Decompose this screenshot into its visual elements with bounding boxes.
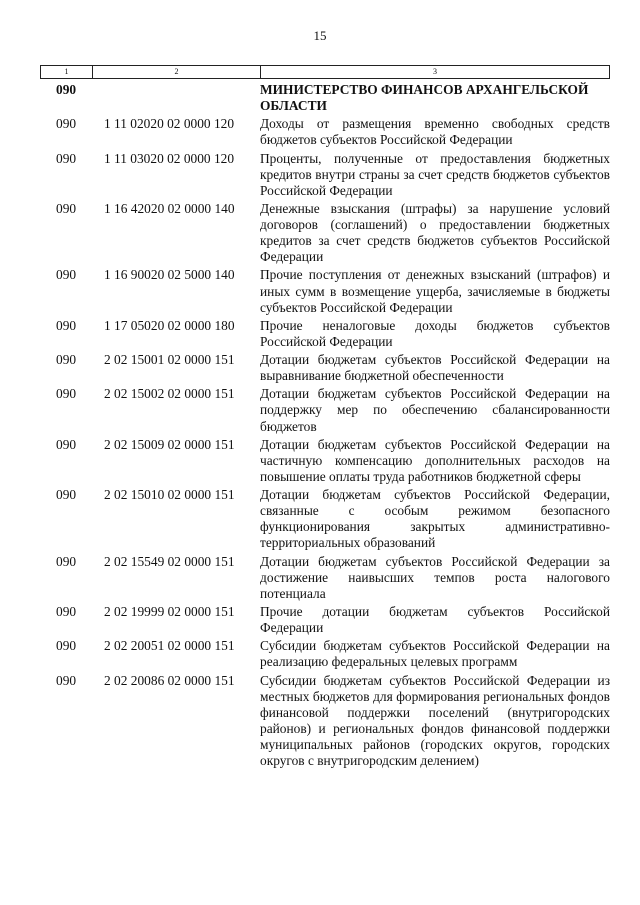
row-description: Проценты, полученные от предоставления бюджетных кредитов внутри страны за счет средств бюджетов субъектов Российской Федерации [260,150,610,198]
admin-code: 090 [56,603,77,619]
row-description: Прочие неналоговые доходы бюджетов субъектов Российской Федерации [260,317,610,349]
row-description: Дотации бюджетам субъектов Российской Федерации на поддержку мер по обеспечению сбалансированности бюджетов [260,386,610,434]
table-row [40,151,610,199]
row-description: Прочие дотации бюджетам субъектов Российской Федерации [260,603,610,636]
row-description: Денежные взыскания (штрафы) за нарушение условий договоров (соглашений) о предоставлении бюджетных кредитов за счет средств бюджетов субъектов Российской Федерации [260,200,610,265]
row-description: Доходы от размещения временно свободных средств бюджетов субъектов Российской Федерации [260,116,610,148]
admin-code: 090 [56,82,77,97]
budget-code [92,82,260,114]
budget-code: 2 02 19999 02 0000 151 [104,603,235,619]
row-description: Субсидии бюджетам субъектов Российской Федерации на реализацию федеральных целевых программ [260,638,610,670]
admin-code: 090 [56,386,77,402]
row-description: Дотации бюджетам субъектов Российской Федерации на выравнивание бюджетной обеспеченности [260,352,610,384]
table-row [40,386,610,434]
table-row [40,437,610,485]
budget-code: 2 02 15002 02 0000 151 [104,386,235,402]
column-header-2: 2 [93,66,261,79]
row-description: Дотации бюджетам субъектов Российской Федерации на частичную компенсацию дополнительных расходов на повышение оплаты труда работников бюджетной сферы [260,436,610,484]
row-description: МИНИСТЕРСТВО ФИНАНСОВ АРХАНГЕЛЬСКОЙ ОБЛАСТИ [260,82,589,114]
table-row [40,116,610,148]
column-header-table [40,65,610,79]
budget-code: 2 02 15001 02 0000 151 [104,352,235,368]
table-row [40,554,610,602]
budget-code: 1 16 42020 02 0000 140 [104,200,235,216]
budget-code: 1 16 90020 02 5000 140 [104,267,235,283]
admin-code: 090 [56,352,77,368]
budget-code: 2 02 20086 02 0000 151 [104,672,235,688]
budget-code: 2 02 15010 02 0000 151 [104,487,235,503]
table-row [40,82,610,114]
table-row [40,673,610,770]
admin-code: 090 [56,487,77,503]
table-row [40,604,610,636]
admin-code: 090 [56,200,77,216]
table-row [40,201,610,265]
page-number: 15 [313,28,327,43]
column-header-1: 1 [41,66,93,79]
budget-code: 2 02 15549 02 0000 151 [104,553,235,569]
admin-code: 090 [56,672,77,688]
admin-code: 090 [56,436,77,452]
row-description: Дотации бюджетам субъектов Российской Федерации за достижение наивысших темпов роста налогового потенциала [260,553,610,601]
admin-code: 090 [56,317,77,333]
table-row [40,638,610,670]
revenue-code-list [40,82,610,771]
admin-code: 090 [56,553,77,569]
table-row [40,352,610,384]
row-description: Прочие поступления от денежных взысканий (штрафов) и иных сумм в возмещение ущерба, зачисляемые в бюджеты субъектов Российской Федерации [260,267,610,315]
column-header-3: 3 [261,66,610,79]
admin-code: 090 [56,638,77,654]
budget-code: 2 02 15009 02 0000 151 [104,436,235,452]
admin-code: 090 [56,150,77,166]
budget-code: 2 02 20051 02 0000 151 [104,638,235,654]
table-row [40,318,610,350]
row-description: Субсидии бюджетам субъектов Российской Федерации из местных бюджетов для формирования региональных фондов финансовой поддержки поселений (внутригородских районов) и региональных фондов финансовой поддержки муниципальных районов (городских округов, городских округов с внутригородским делением) [260,672,610,768]
admin-code: 090 [56,116,77,132]
table-row [40,487,610,551]
admin-code: 090 [56,267,77,283]
budget-code: 1 17 05020 02 0000 180 [104,317,235,333]
budget-code: 1 11 03020 02 0000 120 [104,150,235,166]
row-description: Дотации бюджетам субъектов Российской Федерации, связанные с особым режимом безопасного функционирования закрытых административно-территориальных образований [260,487,610,551]
table-row [40,267,610,315]
budget-code: 1 11 02020 02 0000 120 [104,116,235,132]
